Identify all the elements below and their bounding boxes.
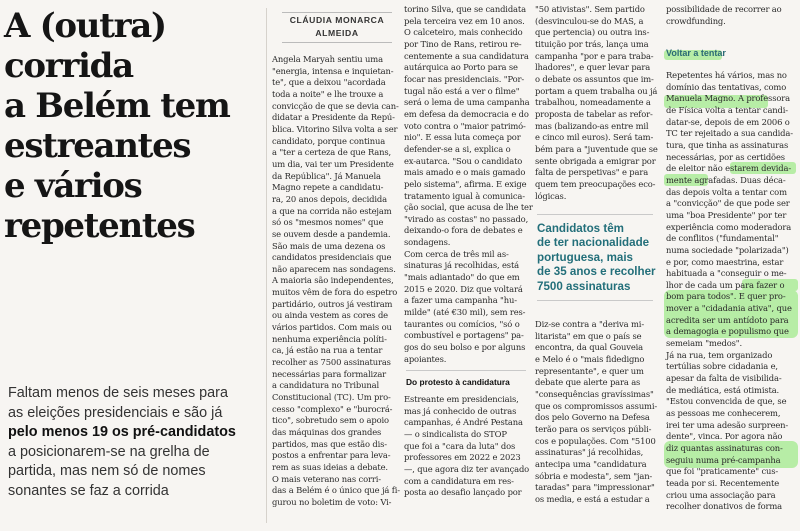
lead-line: pelo menos 19 os pré-candidatos bbox=[8, 424, 236, 440]
text-line: focar nas presidenciais. "Por- bbox=[404, 73, 525, 84]
text-line: Repetentes há vários, mas no bbox=[666, 70, 787, 80]
subhead-rule bbox=[406, 370, 526, 371]
text-line: professores em 2022 e 2023 bbox=[404, 452, 521, 463]
text-line: sondagens. bbox=[404, 237, 451, 248]
text-line: mas já conhecido de outras bbox=[404, 405, 517, 416]
byline-line: ALMEIDA bbox=[315, 28, 359, 38]
text-line: teada por si. Recentemente bbox=[666, 477, 780, 488]
text-line: mente agrafadas. Duas déca- bbox=[666, 174, 786, 185]
text-line: Magno repete a candidatu- bbox=[272, 182, 384, 193]
text-line: cos e populações. Com "5100 bbox=[535, 435, 656, 446]
text-line: —, que agora diz ter avançado bbox=[404, 463, 530, 474]
text-line: toda a noite" e lhe trouxe a bbox=[272, 88, 384, 99]
text-line: bom para todos". E quer pro- bbox=[666, 291, 786, 302]
headline-line: A (outra) bbox=[4, 6, 166, 46]
text-line: sóbria e modesta", sem "jan- bbox=[535, 470, 653, 481]
text-line: tura, que tinha as assinaturas bbox=[666, 139, 789, 150]
text-line: debate que alerte para as bbox=[535, 377, 641, 388]
lead-line: as eleições presidenciais e são já bbox=[8, 404, 223, 421]
text-line: "50 ativistas". Sem partido bbox=[535, 4, 645, 14]
text-line: nio". E essa luta começa por bbox=[404, 132, 521, 143]
text-line: numa sociedade "polarizada") bbox=[666, 244, 789, 255]
text-line: partidário, outros já vestiram bbox=[272, 298, 393, 309]
text-line: vários partidos. Com mais ou bbox=[272, 322, 392, 333]
text-line: postos a enfrentar para leva- bbox=[272, 450, 391, 461]
text-line: apoiantes. bbox=[404, 353, 447, 364]
pull-quote-line: portuguesa, mais bbox=[537, 250, 633, 264]
text-line: de conflitos ("fundamental" bbox=[666, 233, 779, 244]
text-line: O calceteiro, mais conhecido bbox=[404, 27, 523, 38]
text-line: O mais veterano nas corri- bbox=[272, 473, 381, 484]
text-line: campanhas, é André Pestana bbox=[404, 417, 523, 428]
lead-paragraph bbox=[8, 384, 260, 501]
subhead-protesto: Do protesto à candidatura bbox=[406, 377, 510, 387]
text-line: domínio das tentativas, como bbox=[666, 81, 787, 92]
pull-quote bbox=[537, 222, 661, 294]
text-line: encontra, da qual Gouveia bbox=[535, 342, 644, 353]
text-line: datar-se, depois de em 2006 o bbox=[666, 116, 790, 127]
text-line: um dia, vai ter um Presidente bbox=[272, 158, 394, 169]
text-line: candidatos presidenciais que bbox=[272, 252, 392, 263]
text-line: irei ter uma adesão surpreen- bbox=[666, 419, 789, 430]
lead-line: sonantes se faz a corrida bbox=[8, 482, 169, 499]
text-line: proposta de tabelar as refor- bbox=[535, 108, 653, 119]
pullquote-rule bbox=[537, 300, 653, 301]
text-line: terão para os serviços públi- bbox=[535, 423, 652, 434]
text-line: a "ter a certeza de que Rans, bbox=[272, 147, 392, 158]
text-line: posta ao desafio lançado por bbox=[404, 487, 522, 498]
text-line: tratamento igual à comunica- bbox=[404, 190, 525, 201]
text-line: sinaturas já recolhidas, está bbox=[404, 260, 520, 271]
text-line: ção social, que acusa de lhe ter bbox=[404, 202, 533, 213]
text-line: das máquinas dos grandes bbox=[272, 427, 382, 437]
text-line: milde" (até €30 mil), sem res- bbox=[404, 307, 526, 318]
text-line: combustível e portagens" pa- bbox=[404, 330, 524, 341]
text-line: acredita ser um antídoto para bbox=[666, 314, 789, 325]
text-line: e Melo é o "mais fidedigno bbox=[535, 353, 645, 364]
text-line: será o lema de uma campanha bbox=[404, 97, 530, 108]
byline-line: CLÁUDIA MONARCA bbox=[289, 15, 385, 25]
text-line: São mais de uma dezena os bbox=[272, 240, 386, 251]
text-line: só os "mesmos nomes" que bbox=[272, 217, 384, 228]
text-line: Estreante em presidenciais, bbox=[404, 394, 519, 404]
text-line: as pessoas me conhecerem, bbox=[666, 408, 781, 419]
text-line: blica. Vitorino Silva volta a ser bbox=[272, 123, 398, 134]
text-line: voto contra o "maior patrimó- bbox=[404, 120, 526, 131]
subhead-voltar: Voltar a tentar bbox=[666, 48, 726, 58]
article-column-2 bbox=[404, 4, 533, 365]
text-line: ra, 20 anos depois, decidida bbox=[272, 193, 387, 204]
text-line: que os compromissos assumi- bbox=[535, 400, 658, 411]
text-line: campanha "por e para traba- bbox=[535, 50, 654, 61]
text-line: Manuela Magno. A professora bbox=[666, 93, 790, 104]
text-line: Com cerca de três mil as- bbox=[404, 248, 509, 259]
text-line: semeiam "medos". bbox=[666, 338, 742, 349]
byline bbox=[282, 14, 392, 40]
text-line: convicção de que se devia can- bbox=[272, 100, 399, 111]
text-line: nenhuma experiência políti- bbox=[272, 333, 387, 344]
text-line: das depois volta a tentar com bbox=[666, 186, 787, 197]
text-line: dente", vinca. Por agora não bbox=[666, 431, 783, 442]
text-line: se ouvem desde a pandemia. bbox=[272, 228, 391, 239]
text-line: "virado as costas" no passado, bbox=[404, 213, 529, 224]
text-line: mais amado e o mais gamado bbox=[404, 167, 526, 178]
text-line: litarista" em que o país se bbox=[535, 330, 642, 341]
text-line: a que na corrida não estejam bbox=[272, 205, 392, 216]
pull-quote-line: Candidatos têm bbox=[537, 222, 624, 235]
text-line: partidos, mas que estão dis- bbox=[272, 438, 387, 449]
text-line: a candidatura no Tribunal bbox=[272, 380, 379, 391]
text-line: o debate os assuntos que im- bbox=[535, 73, 654, 84]
text-line: "consequências gravíssimas" bbox=[535, 388, 654, 399]
text-line: que pertencia) ou outra ins- bbox=[535, 27, 650, 38]
text-line: candidato, porque continua bbox=[272, 135, 386, 146]
text-line: da República". Já Manuela bbox=[272, 170, 381, 181]
text-line: necessárias, por as certidões bbox=[666, 151, 785, 162]
text-line: "Estou convencida de que, se bbox=[666, 396, 787, 407]
text-line: uma "boa Presidente" por ter bbox=[666, 209, 787, 220]
text-line: Constitucional (TC). Um pro- bbox=[272, 392, 391, 403]
text-line: recolher as 7500 assinaturas bbox=[272, 357, 391, 368]
text-line: — o sindicalista do STOP bbox=[404, 428, 507, 439]
article-column-4-continued bbox=[666, 70, 796, 513]
article-column-2-continued bbox=[404, 394, 528, 499]
text-line: lhor de cada um para fazer o bbox=[666, 279, 785, 290]
text-line: Diz-se contra a "deriva mi- bbox=[535, 319, 644, 329]
text-line: de eleitor não estarem devida- bbox=[666, 163, 792, 174]
text-line: cesso "complexo" e "burocrá- bbox=[272, 403, 393, 414]
text-line: antecipa uma "candidatura bbox=[535, 458, 647, 469]
text-line: bém para a "juventude que se bbox=[535, 143, 658, 154]
text-line: TC ter rejeitado a sua candida- bbox=[666, 128, 793, 139]
pull-quote-line: de ter nacionalidade bbox=[537, 236, 650, 250]
text-line: "mais adiantado" do que em bbox=[404, 272, 520, 283]
text-line: centemente a sua candidatura bbox=[404, 50, 529, 61]
text-line: e cinco mil euros). Será tam- bbox=[535, 132, 654, 143]
text-line: autárquica ao Porto para se bbox=[404, 62, 518, 73]
article-column-1 bbox=[272, 54, 400, 509]
pull-quote-line: 7500 assinaturas bbox=[537, 279, 631, 293]
text-line: possibilidade de recorrer ao bbox=[666, 4, 782, 14]
text-line: mover a "cidadania ativa", que bbox=[666, 303, 792, 314]
text-line: criou uma associação para bbox=[666, 489, 776, 500]
text-line: didatar a Presidente da Repú- bbox=[272, 112, 395, 123]
text-line: sente obrigada a emigrar por bbox=[535, 155, 656, 166]
headline-line: e vários bbox=[4, 166, 142, 206]
text-line: falta de perspetivas" e para bbox=[535, 167, 649, 178]
text-line: ex-autarca. "Sou o candidato bbox=[404, 155, 523, 166]
headline-line: repetentes bbox=[4, 206, 195, 246]
byline-rule bbox=[282, 12, 392, 13]
text-line: ou ainda vestem as cores de bbox=[272, 310, 388, 321]
pullquote-rule bbox=[537, 214, 653, 215]
text-line: que foi "praticamente" cus- bbox=[666, 466, 779, 477]
text-line: com a candidatura em res- bbox=[404, 475, 514, 486]
text-line: mas (balizando-as entre mil bbox=[535, 120, 649, 131]
text-line: e por, como maestrina, estar bbox=[666, 256, 784, 267]
text-line: torino Silva, que se candidata bbox=[404, 4, 526, 14]
text-line: crowdfunding. bbox=[666, 15, 726, 26]
text-line: "energia, intensa e inquietan- bbox=[272, 65, 394, 76]
text-line: te", que a deixou "acordada bbox=[272, 77, 386, 88]
text-line: experiência como moderadora bbox=[666, 221, 792, 232]
text-line: representante", e quer um bbox=[535, 365, 644, 376]
column-divider bbox=[266, 8, 267, 523]
pull-quote-line: de 35 anos e recolher bbox=[537, 265, 656, 279]
text-line: taradas" para "impressionar" bbox=[535, 482, 655, 493]
text-line: apesar da falta de visibilida- bbox=[666, 373, 782, 384]
text-line: em defesa da democracia e do bbox=[404, 108, 529, 119]
article-column-3-continued bbox=[535, 319, 659, 506]
text-line: defender-se a si, explica o bbox=[404, 143, 511, 154]
text-line: por Tino de Rans, retirou re- bbox=[404, 38, 522, 49]
article-column-4 bbox=[666, 4, 796, 27]
text-line: seguiu numa pré-campanha bbox=[666, 454, 781, 465]
text-line: tico", sobretudo sem o apoio bbox=[272, 415, 389, 426]
headline-line: estreantes bbox=[4, 126, 191, 166]
text-line: habituada a "conseguir o me- bbox=[666, 268, 787, 279]
text-line: a demagogia e populismo que bbox=[666, 326, 789, 337]
text-line: trabalhou, nomeadamente a bbox=[535, 97, 651, 108]
text-line: assinaturas" já recolhidas, bbox=[535, 447, 644, 458]
text-line: lógicas. bbox=[535, 190, 567, 201]
text-line: de Física volta a tentar candi- bbox=[666, 104, 788, 115]
text-line: portam a quem trabalha ou já bbox=[535, 85, 658, 96]
lead-line: Faltam menos de seis meses para bbox=[8, 385, 228, 401]
text-line: rem as suas ideias a debate. bbox=[272, 461, 388, 472]
text-line: 2015 e 2020. Diz que voltará bbox=[404, 283, 523, 294]
text-line: (desvinculou-se do MAS, a bbox=[535, 15, 644, 26]
text-line: tituição por trás, lança uma bbox=[535, 38, 649, 49]
text-line: gurou no boletim de voto: Vi- bbox=[272, 496, 392, 507]
text-line: tertúlias sobre cidadania e, bbox=[666, 361, 778, 372]
text-line: muitos vêm de fora do espetro bbox=[272, 287, 398, 298]
text-line: quem tem preocupações eco- bbox=[535, 178, 656, 189]
headline-line: a Belém tem bbox=[4, 86, 230, 126]
lead-line: a posicionarem-se na grelha de bbox=[8, 443, 210, 460]
text-line: pela terceira vez em 10 anos. bbox=[404, 15, 525, 26]
byline-rule bbox=[282, 42, 392, 43]
text-line: das a Belém é o único que já fi- bbox=[272, 485, 400, 496]
article-column-3 bbox=[535, 4, 659, 202]
text-line: recolher donativos de forma bbox=[666, 501, 782, 512]
headline-line: corrida bbox=[4, 46, 133, 86]
text-line: pelo sistema", afirma. E exige bbox=[404, 178, 527, 189]
lead-line: partida, mas nem só de nomes bbox=[8, 463, 206, 479]
text-line: a fazer uma campanha "hu- bbox=[404, 295, 517, 306]
text-line: ca, já estão na rua a tentar bbox=[272, 345, 383, 356]
text-line: dos pelo Governo na Defesa bbox=[535, 412, 650, 423]
text-line: de mediática, está otimista. bbox=[666, 384, 780, 395]
text-line: Angela Maryah sentiu uma bbox=[272, 54, 383, 64]
text-line: necessárias para formalizar bbox=[272, 368, 387, 379]
text-line: os media, e está a estudar a bbox=[535, 493, 650, 504]
text-line: lhadores", e quer levar para bbox=[535, 62, 651, 73]
headline bbox=[4, 6, 256, 246]
text-line: não aparecem nas sondagens. bbox=[272, 263, 396, 274]
text-line: gos do seu bolso e por alguns bbox=[404, 342, 526, 353]
text-line: tugal não está a ver o filme" bbox=[404, 85, 520, 96]
text-line: que foi a "cara da luta" dos bbox=[404, 440, 516, 451]
text-line: taurantes ou comícios, "só o bbox=[404, 318, 520, 329]
text-line: deixando-o fora de debates e bbox=[404, 225, 523, 236]
text-line: Já na rua, tem organizado bbox=[666, 349, 773, 360]
text-line: A maioria são independentes, bbox=[272, 275, 394, 286]
text-line: diz quantas assinaturas con- bbox=[666, 443, 783, 453]
text-line: a "convicção" de que pode ser bbox=[666, 198, 790, 209]
